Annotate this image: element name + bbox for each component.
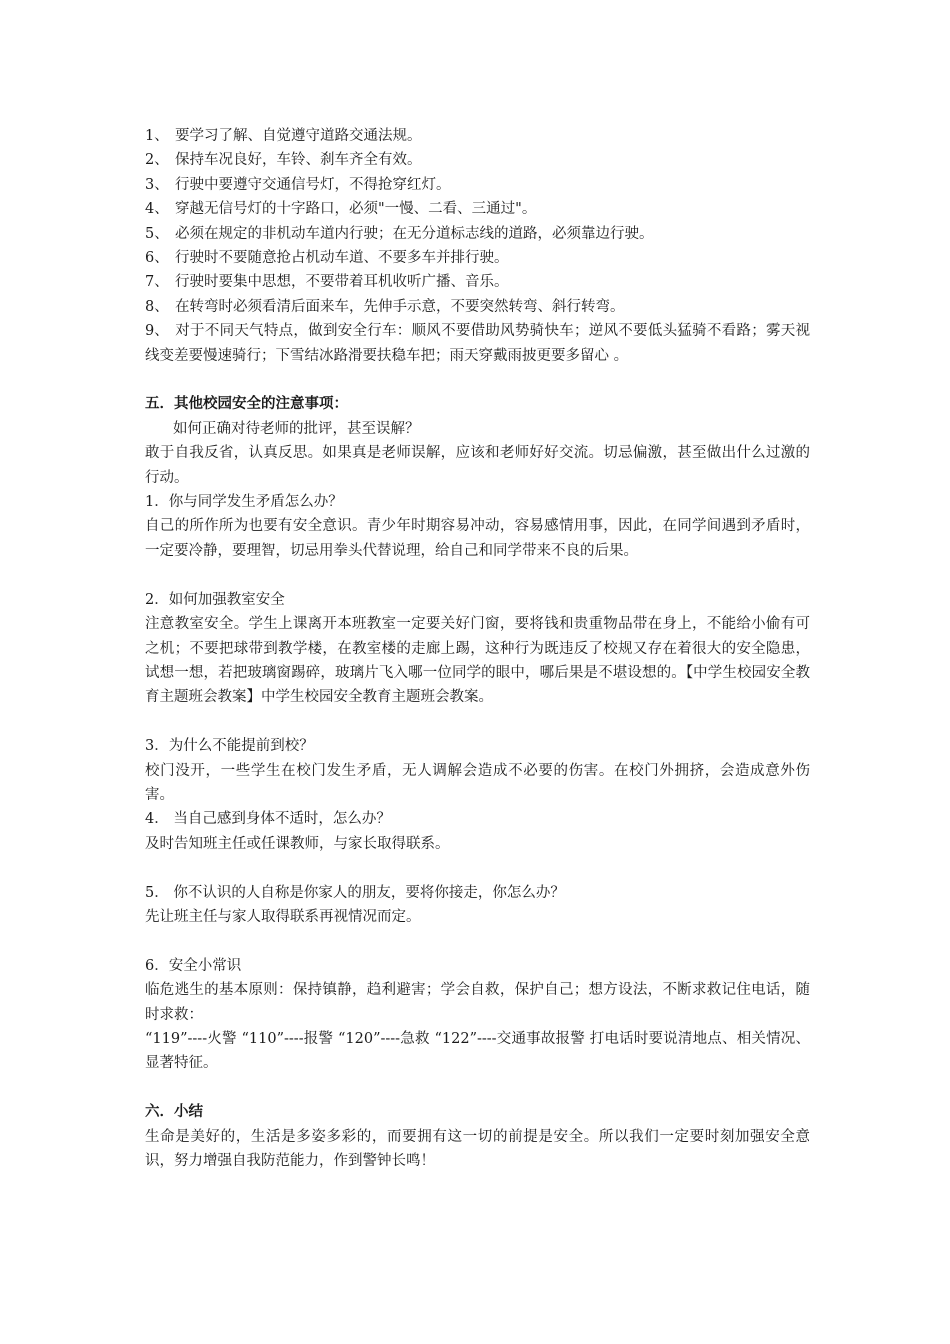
list-item-text: 要学习了解、自觉遵守道路交通法规。: [175, 128, 422, 144]
list-item-number: 1、: [145, 128, 169, 144]
list-item: [145, 197, 810, 221]
list-item-text: 保持车况良好，车铃、刹车齐全有效。: [175, 152, 422, 169]
question-text: 1．你与同学发生矛盾怎么办？: [145, 494, 343, 511]
section-summary: [145, 1100, 810, 1173]
section-other-safety: [145, 392, 810, 1075]
document-body: [145, 124, 810, 1173]
answer-text: 先让班主任与家人取得联系再视情况而定。: [145, 908, 421, 925]
answer-text: 注意教室安全。学生上课离开本班教室一定要关好门窗，要将钱和贵重物品带在身上，不能给小偷有可之机；不要把球带到教学楼，在教室楼的走廊上踢，这种行为既违反了校规又存在着很大的安全隐患，试想一想，若把玻璃窗踢碎，玻璃片飞入哪一位同学的眼中，哪后果是不堪设想的。【中学生校园安全教育主题班会教案】中学生校园安全教育主题班会教案。: [145, 616, 810, 706]
section-heading: 五．其他校园安全的注意事项：: [145, 395, 348, 413]
answer-text: 临危逃生的基本原则：保持镇静，趋利避害；学会自救，保护自己；想方设法，不断求救记住电话，随时求救：: [145, 982, 810, 1023]
spacer: [145, 710, 810, 734]
list-item-text: 穿越无信号灯的十字路口，必须"一慢、二看、三通过"。: [175, 201, 537, 218]
list-item-text: 在转弯时必须看清后面来车，先伸手示意，不要突然转弯、斜行转弯。: [175, 298, 625, 315]
emergency-numbers: “119”----火警 “110”----报警 “120”----急救 “122”----交通事故报警 打电话时要说清地点、相关情况、显著特征。: [145, 1030, 810, 1072]
list-item-number: 9、: [145, 323, 169, 340]
list-item-number: 5、: [145, 225, 169, 242]
answer-text: 自己的所作所为也要有安全意识。青少年时期容易冲动，容易感情用事，因此，在同学间遇到矛盾时，一定要冷静，要理智，切忌用拳头代替说理，给自己和同学带来不良的后果。: [145, 518, 810, 559]
list-item: [145, 124, 810, 148]
spacer: [145, 563, 810, 587]
list-item-number: 3、: [145, 176, 169, 193]
spacer: [145, 368, 810, 392]
list-item: [145, 173, 810, 197]
spacer: [145, 1076, 810, 1100]
list-item: [145, 222, 810, 246]
answer-text: 敢于自我反省，认真反思。如果真是老师误解，应该和老师好好交流。切忌偏激，甚至做出什么过激的行动。: [145, 445, 810, 486]
spacer: [145, 929, 810, 953]
question-text: 如何正确对待老师的批评，甚至误解？: [173, 420, 420, 437]
spacer: [145, 856, 810, 880]
list-item-number: 6、: [145, 250, 169, 267]
question-text: 4． 当自己感到身体不适时，怎么办？: [145, 811, 391, 828]
list-item-number: 7、: [145, 274, 169, 291]
question-text: 3．为什么不能提前到校？: [145, 738, 314, 755]
question-text: 5． 你不认识的人自称是你家人的朋友，要将你接走，你怎么办？: [145, 884, 565, 901]
list-item-text: 行驶时不要随意抢占机动车道、不要多车并排行驶。: [175, 250, 509, 267]
answer-text: 及时告知班主任或任课教师，与家长取得联系。: [145, 835, 450, 852]
list-item-text: 行驶时要集中思想，不要带着耳机收听广播、音乐。: [175, 274, 509, 291]
list-item: [145, 270, 810, 294]
list-item: [145, 148, 810, 172]
answer-text: 校门没开，一些学生在校门发生矛盾，无人调解会造成不必要的伤害。在校门外拥挤，会造成意外伤害。: [145, 762, 810, 803]
question-text: 2．如何加强教室安全: [145, 591, 285, 608]
list-item-number: 8、: [145, 298, 169, 315]
list-item-text: 必须在规定的非机动车道内行驶；在无分道标志线的道路，必须靠边行驶。: [175, 225, 654, 242]
list-item-number: 2、: [145, 152, 169, 169]
list-item-number: 4、: [145, 201, 169, 218]
list-item-text: 行驶中要遵守交通信号灯，不得抢穿红灯。: [175, 176, 451, 193]
list-item: [145, 246, 810, 270]
section-heading: 六．小结: [145, 1103, 203, 1121]
summary-text: 生命是美好的，生活是多姿多彩的，而要拥有这一切的前提是安全。所以我们一定要时刻加强安全意识，努力增强自我防范能力，作到警钟长鸣！: [145, 1128, 810, 1169]
list-item: [145, 295, 810, 319]
list-item: [145, 319, 810, 368]
list-item-text: 对于不同天气特点，做到安全行车：顺风不要借助风势骑快车；逆风不要低头猛骑不看路；雾天视线变差要慢速骑行；下雪结冰路滑要扶稳车把；雨天穿戴雨披更要多留心 。: [145, 323, 810, 364]
question-text: 6．安全小常识: [145, 957, 242, 974]
traffic-rules-list: [145, 124, 810, 368]
